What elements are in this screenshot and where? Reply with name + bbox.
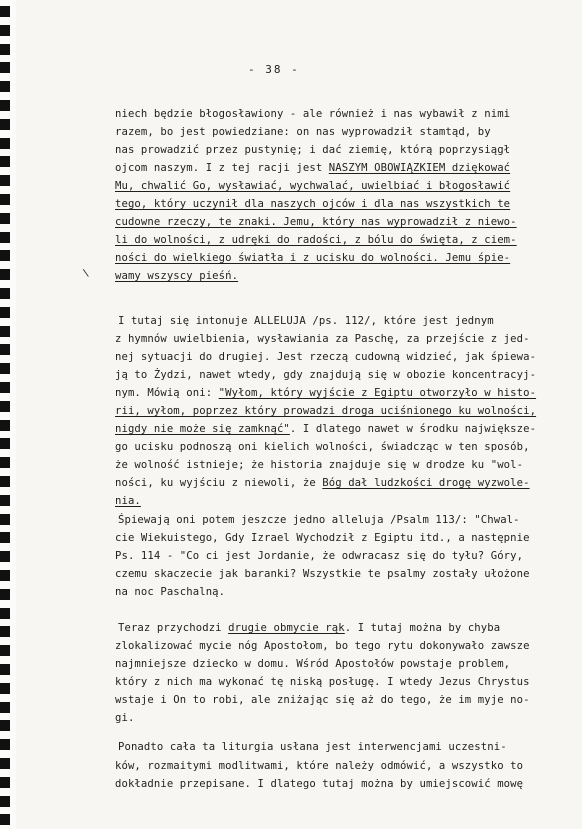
text-segment: ją to Żydzi, nawet wtedy, gdy znajdują się w obozie koncentracyj- xyxy=(115,369,537,381)
binding-hole xyxy=(0,213,10,224)
binding-hole xyxy=(0,307,10,318)
margin-mark: \ xyxy=(82,267,90,280)
text-segment: razem, bo jest powiedziane: on nas wyprowadził stamtąd, by xyxy=(115,126,491,138)
underlined-text: nigdy nie może się zamknąć" xyxy=(115,423,290,435)
binding-hole xyxy=(0,796,10,807)
text-segment: I tutaj się intonuje ALLELUJA /ps. 112/, które jest jednym xyxy=(118,315,494,327)
binding-hole xyxy=(0,25,10,36)
binding-hole xyxy=(0,288,10,299)
binding-hole xyxy=(0,626,10,637)
text-line xyxy=(115,404,536,418)
text-line xyxy=(115,494,141,508)
text-segment: nas prowadzić przez pustynię; i dać ziemię, którą poprzysiągł xyxy=(115,144,511,156)
text-line xyxy=(115,777,523,791)
binding-hole xyxy=(0,138,10,149)
binding-hole xyxy=(0,645,10,656)
text-segment: ności, ku wyjściu z niewoli, że xyxy=(115,477,323,489)
binding-hole xyxy=(0,814,10,825)
binding-hole xyxy=(0,250,10,261)
text-segment: . I dlatego nawet w środku największe- xyxy=(289,423,537,435)
text-segment: ojcom naszym. I z tej racji jest xyxy=(115,162,329,174)
text-line xyxy=(118,314,494,328)
text-line xyxy=(115,693,530,707)
text-line xyxy=(118,621,500,635)
binding-hole xyxy=(0,344,10,355)
binding-hole xyxy=(0,438,10,449)
text-line xyxy=(115,422,536,436)
text-segment: który z nich ma wykonać tę niską posługę. I wtedy Jezus Chrystus xyxy=(115,676,530,688)
text-segment: Ponadto cała ta liturgia usłana jest interwencjami uczestni- xyxy=(118,741,507,753)
binding-hole xyxy=(0,232,10,243)
text-segment: nym. Mówią oni: xyxy=(115,387,219,399)
text-line xyxy=(115,657,510,671)
text-line xyxy=(115,458,523,472)
text-line xyxy=(115,251,510,265)
text-line xyxy=(115,567,530,581)
binding-hole xyxy=(0,589,10,600)
binding-hole xyxy=(0,570,10,581)
binding-hole xyxy=(0,156,10,167)
binding-hole xyxy=(0,6,10,17)
text-line xyxy=(115,759,523,773)
binding-hole xyxy=(0,44,10,55)
underlined-text: wamy wszyscy pieśń. xyxy=(115,270,239,282)
binding-hole xyxy=(0,495,10,506)
text-line xyxy=(115,179,510,193)
binding-hole xyxy=(0,269,10,280)
binding-hole xyxy=(0,457,10,468)
text-segment: najmniejsze dziecko w domu. Wśród Apostołów powstaje problem, xyxy=(115,658,511,670)
text-line xyxy=(115,531,530,545)
text-line xyxy=(115,368,536,382)
binding-hole xyxy=(0,119,10,130)
binding-hole xyxy=(0,777,10,788)
page-number: - 38 - xyxy=(248,63,300,76)
binding-hole xyxy=(0,62,10,73)
binding-hole xyxy=(0,81,10,92)
underlined-text: ności do wielkiego światła i z ucisku do wolności. Jemu śpie- xyxy=(115,252,511,264)
binding-hole xyxy=(0,551,10,562)
text-segment: nej sytuacji do drugiej. Jest rzeczą cudowną widzieć, jak śpiewa- xyxy=(115,351,537,363)
text-line xyxy=(115,549,523,563)
underlined-text: cudowne rzeczy, te znaki. Jemu, który nas wyprowadził z niewo- xyxy=(115,216,517,228)
text-line xyxy=(115,215,517,229)
binding-hole xyxy=(0,532,10,543)
text-line xyxy=(118,513,520,527)
text-line xyxy=(115,440,530,454)
text-segment: z hymnów uwielbienia, wysławiania za Paschę, za przejście z jed- xyxy=(115,333,530,345)
binding-hole xyxy=(0,326,10,337)
text-segment: go ucisku podnoszą oni kielich wolności, świadcząc w ten sposób, xyxy=(115,441,530,453)
text-segment: dokładnie przepisane. I dlatego tutaj można by umiejscowić mowę xyxy=(115,778,524,790)
text-line xyxy=(115,269,238,283)
underlined-text: tego, który uczynił dla naszych ojców i dla nas wszystkich te xyxy=(115,198,511,210)
text-line xyxy=(115,476,530,490)
binding-hole xyxy=(0,739,10,750)
text-line xyxy=(115,675,530,689)
text-line xyxy=(115,639,530,653)
text-segment: niech będzie błogosławiony - ale również i nas wybawił z nimi xyxy=(115,108,511,120)
underlined-text: drugie obmycie rąk xyxy=(228,622,345,634)
text-segment: cie Wiekuistego, Gdy Izrael Wychodził z Egiptu itd., a następnie xyxy=(115,532,530,544)
underlined-text: rii, wyłom, poprzez który prowadzi droga uciśnionego ku wolności, xyxy=(115,405,537,417)
binding-hole xyxy=(0,401,10,412)
binding-hole xyxy=(0,702,10,713)
text-segment: czemu skaczecie jak baranki? Wszystkie te psalmy zostały ułożone xyxy=(115,568,530,580)
text-segment: ków, rozmaitymi modlitwami, które należy odmówić, a wszystko to xyxy=(115,760,524,772)
text-line xyxy=(115,350,536,364)
text-line xyxy=(115,161,510,175)
binding-hole xyxy=(0,720,10,731)
text-line xyxy=(115,585,225,599)
underlined-text: Bóg dał ludzkości drogę wyzwole- xyxy=(322,477,530,489)
binding-hole xyxy=(0,608,10,619)
underlined-text: nia. xyxy=(115,495,141,507)
binding-hole xyxy=(0,683,10,694)
text-segment: zlokalizować mycie nóg Apostołom, bo tego rytu dokonywało zawsze xyxy=(115,640,530,652)
text-segment: Śpiewają oni potem jeszcze jedno alleluja /Psalm 113/: "Chwal- xyxy=(118,514,520,526)
text-segment: na noc Paschalną. xyxy=(115,586,226,598)
text-segment: wstaje i On to robi, ale zniżając się aż do tego, że im myje no- xyxy=(115,694,530,706)
text-line xyxy=(115,386,536,400)
underlined-text: li do wolności, z udręki do radości, z bólu do święta, z ciem- xyxy=(115,234,517,246)
text-segment: Teraz przychodzi xyxy=(118,622,229,634)
text-line xyxy=(115,125,491,139)
text-line xyxy=(118,740,507,754)
binding-hole xyxy=(0,514,10,525)
binding-hole xyxy=(0,363,10,374)
binding-hole xyxy=(0,382,10,393)
text-line xyxy=(115,233,517,247)
text-segment: Ps. 114 - "Co ci jest Jordanie, że odwracasz się do tyłu? Góry, xyxy=(115,550,524,562)
binding-strip xyxy=(0,0,16,829)
underlined-text: NASZYM OBOWIĄZKIEM dziękować xyxy=(328,162,511,174)
text-line xyxy=(115,143,510,157)
binding-hole xyxy=(0,664,10,675)
underlined-text: Mu, chwalić Go, wysławiać, wychwalać, uwielbiać i błogosławić xyxy=(115,180,511,192)
text-line xyxy=(115,332,530,346)
underlined-text: "Wyłom, który wyjście z Egiptu otworzyło w histo- xyxy=(218,387,537,399)
binding-hole xyxy=(0,194,10,205)
text-segment: że wolność istnieje; że historia znajduje się w drodze ku "wol- xyxy=(115,459,524,471)
text-line xyxy=(115,107,510,121)
binding-hole xyxy=(0,476,10,487)
text-line xyxy=(115,711,134,725)
binding-hole xyxy=(0,175,10,186)
binding-hole xyxy=(0,420,10,431)
text-segment: . I tutaj można by chyba xyxy=(344,622,501,634)
text-line xyxy=(115,197,510,211)
text-segment: gi. xyxy=(115,712,135,724)
binding-hole xyxy=(0,758,10,769)
binding-hole xyxy=(0,100,10,111)
